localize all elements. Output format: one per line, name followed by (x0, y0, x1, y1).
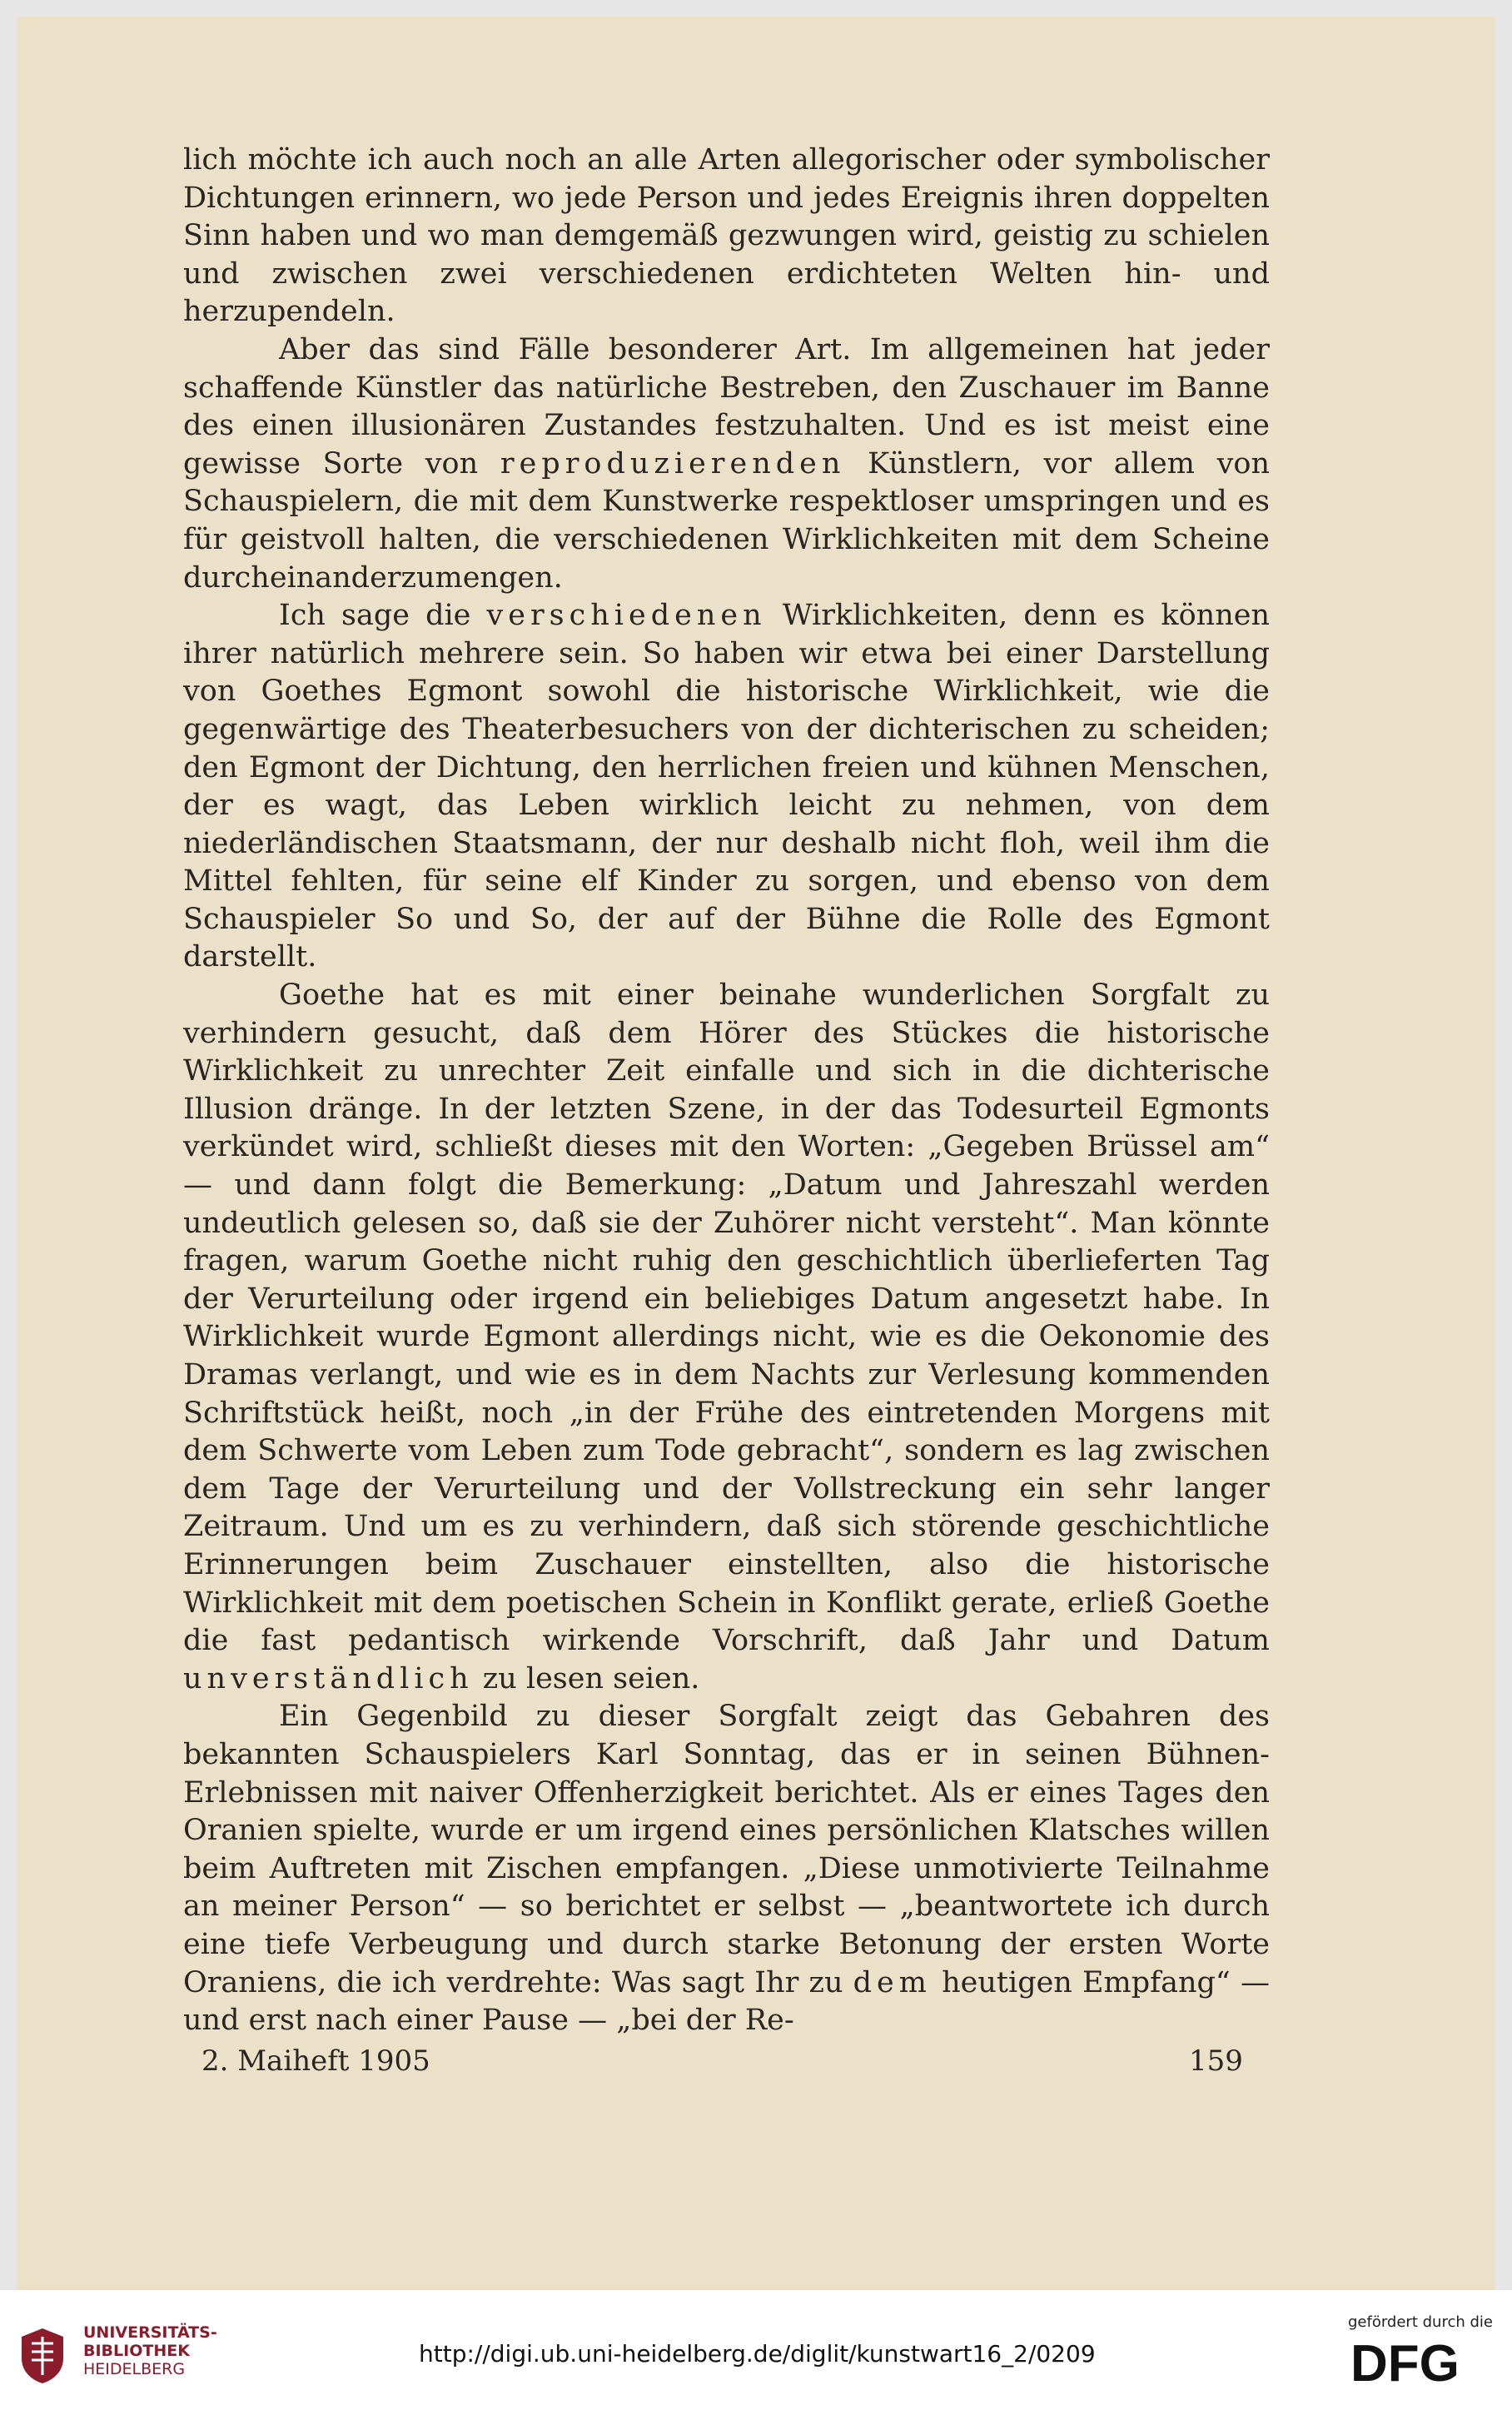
paragraph (183, 142, 1270, 331)
paragraph (183, 1698, 1270, 2039)
university-name-line1: UNIVERSITÄTS- (83, 2323, 217, 2342)
text-run: lich möchte ich auch noch an alle Arten allegorischer oder symbolischer Dichtungen erinnern, wo jede Person und jedes Ereignis ihren doppelten Sinn haben und wo man demgemäß gezwungen wird, geistig zu schielen und zwischen zwei verschiedenen erdichteten Welten hin- und herzupendeln. (183, 143, 1270, 329)
university-library-name (83, 2323, 217, 2378)
text-run: Aber das sind Fälle besonderer Art. Im allgemeinen hat jeder schaffende Künstler das natürliche Bestreben, den Zuschauer im Banne des einen illusionären Zustandes festzuhalten. Und es ist meist eine gewisse Sorte von (183, 332, 1270, 481)
university-name-line3: HEIDELBERG (83, 2360, 186, 2378)
text-run: Wirklichkeiten, denn es können ihrer natürlich mehrere sein. So haben wir etwa bei einer Darstellung von Goethes Egmont sowohl die historische Wirklichkeit, wie die gegenwärtige des Theaterbesuchers von der dichterischen zu scheiden; den Egmont der Dichtung, den herrlichen freien und kühnen Menschen, der es wagt, das Leben wirklich leicht zu nehmen, von dem niederländischen Staatsmann, der nur deshalb nicht floh, weil ihm die Mittel fehlten, für seine elf Kinder zu sorgen, und ebenso von dem Schauspieler So und So, der auf der Bühne die Rolle des Egmont darstellt. (183, 599, 1271, 974)
paragraph (183, 597, 1270, 977)
issue-label: 2. Maiheft 1905 (201, 2044, 430, 2078)
paragraph (183, 331, 1270, 597)
text-run: Ein Gegenbild zu dieser Sorgfalt zeigt das Gebahren des bekannten Schauspielers Karl Sonntag, das er in seinen Bühnen-Erlebnissen mit naiver Offenherzigkeit berichtet. Als er eines Tages den Oranien spielte, wurde er um irgend eines persönlichen Klatsches willen beim Auftreten mit Zischen empfangen. „Diese unmotivierte Teilnahme an meiner Person“ — so berichtet er selbst — „beantwortete ich durch eine tiefe Verbeugung und durch starke Betonung der ersten Worte Oraniens, die ich verdrehte: Was sagt Ihr zu (183, 1700, 1270, 1999)
text-run: Goethe hat es mit einer beinahe wunderlichen Sorgfalt zu verhindern gesucht, daß dem Hörer des Stückes die historische Wirklichkeit zu unrechter Zeit einfalle und sich in die dichterische Illusion dränge. In der letzten Szene, in der das Todesurteil Egmonts verkündet wird, schließt dieses mit den Worten: „Gegeben Brüssel am“ — und dann folgt die Bemerkung: „Datum und Jahreszahl werden undeutlich gelesen so, daß sie der Zuhörer nicht versteht“. Man könnte fragen, warum Goethe nicht ruhig den geschichtlich überlieferten Tag der Verurteilung oder irgend ein beliebiges Datum angesetzt habe. In Wirklichkeit wurde Egmont allerdings nicht, wie es die Oekonomie des Dramas verlangt, und wie es in dem Nachts zur Verlesung kommenden Schriftstück heißt, noch „in der Frühe des eintretenden Morgens mit dem Schwerte vom Leben zum Tode gebracht“, sondern es lag zwischen dem Tage der Verurteilung und der Vollstreckung ein sehr langer Zeitraum. Und um es zu verhindern, daß sich störende geschichtliche Erinnerungen beim Zuschauer einstellten, also die historische Wirklichkeit mit dem poetischen Schein in Konflikt gerate, erließ Goethe die fast pedantisch wirkende Vorschrift, daß Jahr und Datum (183, 978, 1270, 1658)
university-name-line2: BIBLIOTHEK (83, 2342, 190, 2360)
emphasized-text: verschiedenen (486, 599, 767, 633)
text-run: Ich sage die (279, 599, 487, 633)
text-run: zu lesen seien. (473, 1661, 700, 1695)
emphasized-text: reproduzierenden (500, 446, 846, 481)
emphasized-text: dem (853, 1965, 932, 1999)
text-run: heutigen Empfang“ — und erst nach einer Pause — „bei der Re- (183, 1965, 1270, 2038)
text-run: Künstlern, vor allem von Schauspielern, die mit dem Kunstwerke respektloser umspringen und es für geistvoll halten, die verschiedenen Wirklichkeiten mit dem Scheine durcheinanderzumengen. (183, 446, 1270, 595)
university-seal-icon (17, 2325, 68, 2385)
emphasized-text: unverständlich (183, 1661, 474, 1695)
scanned-page (17, 17, 1495, 2290)
funding-caption: gefördert durch die (1348, 2313, 1493, 2331)
dfg-logo-icon (1349, 2336, 1495, 2388)
permalink-url[interactable]: http://digi.ub.uni-heidelberg.de/diglit/kunstwart16_2/0209 (419, 2340, 1096, 2368)
paragraph (183, 977, 1270, 1698)
viewer-footer-bar (0, 2290, 1512, 2415)
dfg-logo-text: DFG (1350, 2336, 1460, 2388)
page-number: 159 (1189, 2044, 1243, 2078)
body-text (183, 142, 1270, 2040)
